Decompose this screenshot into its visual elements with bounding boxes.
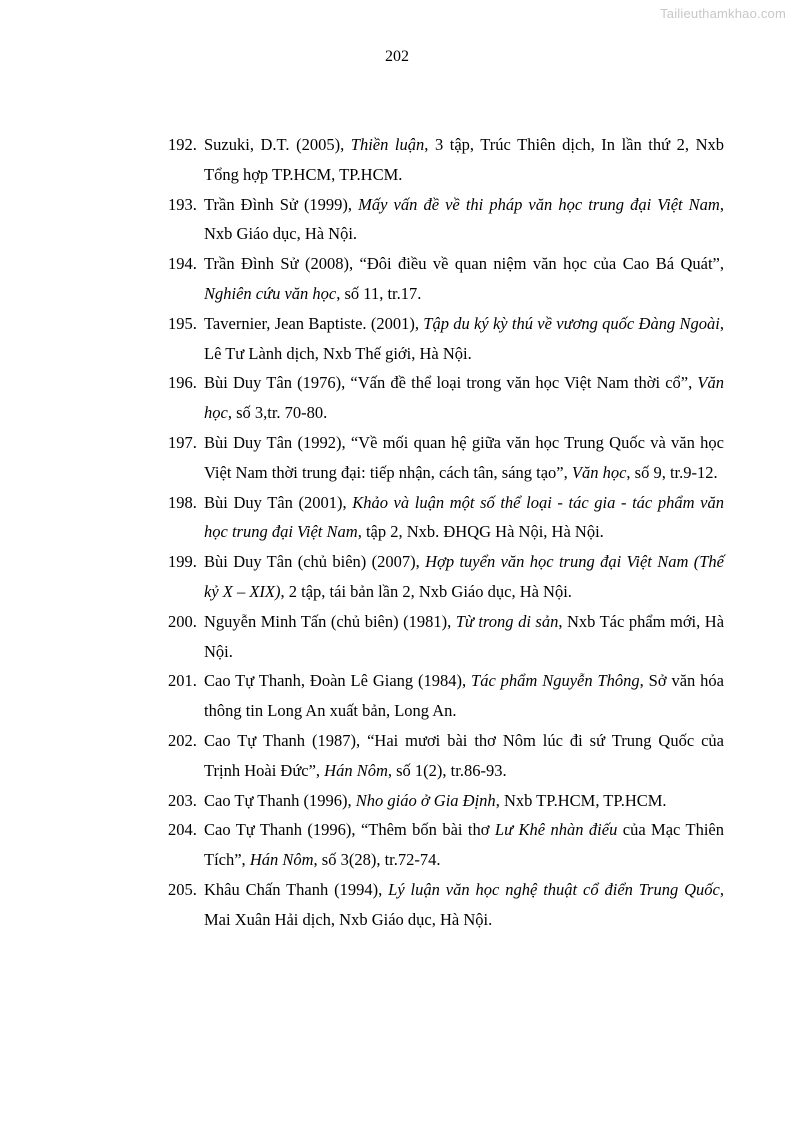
reference-text-segment: , số 9, tr.9-12. bbox=[626, 462, 718, 482]
reference-text-segment: Cao Tự Thanh (1987), “Hai mươi bài thơ Nôm lúc đi sứ Trung Quốc của Trịnh Hoài Đức”, bbox=[204, 730, 724, 780]
reference-number: 201. bbox=[168, 671, 197, 691]
reference-title-italic: Hán Nôm bbox=[249, 850, 314, 870]
reference-title-italic: Mấy vấn đề về thi pháp văn học trung đại Việt Nam bbox=[358, 194, 720, 214]
reference-title-italic: Nghiên cứu văn học bbox=[204, 283, 337, 303]
reference-text-segment: , Lê Tư Lành dịch, Nxb Thế giới, Hà Nội. bbox=[204, 313, 724, 363]
reference-item bbox=[168, 368, 724, 428]
reference-number: 199. bbox=[168, 552, 197, 572]
reference-text-segment: Bùi Duy Tân (1992), “Về mối quan hệ giữa văn học Trung Quốc và văn học Việt Nam thời trung đại: tiếp nhận, cách tân, sáng tạo”, bbox=[204, 432, 724, 482]
page-number: 202 bbox=[385, 48, 409, 65]
reference-text-segment: , Nxb Giáo dục, Hà Nội. bbox=[204, 194, 724, 244]
reference-number: 197. bbox=[168, 432, 197, 452]
reference-text bbox=[204, 791, 667, 810]
reference-text bbox=[204, 820, 724, 869]
reference-number: 204. bbox=[168, 820, 197, 840]
reference-text-segment: Bùi Duy Tân (chủ biên) (2007), bbox=[204, 552, 426, 572]
reference-text-segment: , số 11, tr.17. bbox=[336, 283, 422, 303]
reference-text-segment: Suzuki, D.T. (2005), bbox=[204, 135, 351, 154]
reference-text bbox=[204, 135, 724, 184]
watermark: Tailieuthamkhao.com bbox=[660, 6, 786, 21]
reference-title-italic: Từ trong di sản bbox=[455, 611, 559, 631]
reference-title-italic: Văn học bbox=[571, 462, 627, 482]
reference-item bbox=[168, 875, 724, 935]
reference-number: 202. bbox=[168, 730, 197, 750]
reference-text-segment: Trần Đình Sử (1999), bbox=[204, 194, 359, 214]
reference-number: 205. bbox=[168, 879, 197, 899]
reference-text bbox=[204, 493, 724, 542]
reference-text bbox=[204, 731, 724, 780]
reference-text-segment: Khâu Chấn Thanh (1994), bbox=[204, 879, 389, 899]
reference-item bbox=[168, 309, 724, 369]
reference-title-italic: Thiền luận bbox=[350, 135, 425, 154]
reference-title-italic: Lý luận văn học nghệ thuật cổ điển Trung Quốc bbox=[388, 879, 720, 899]
reference-text-segment: Nguyễn Minh Tấn (chủ biên) (1981), bbox=[204, 611, 456, 631]
reference-text-segment: Cao Tự Thanh, Đoàn Lê Giang (1984), bbox=[204, 671, 472, 691]
reference-text-segment: của Mạc Thiên Tích”, bbox=[204, 820, 724, 870]
reference-text bbox=[204, 195, 724, 244]
reference-text-segment: Trần Đình Sử (2008), “Đôi điều về quan niệm văn học của Cao Bá Quát”, bbox=[204, 254, 724, 274]
reference-number: 198. bbox=[168, 492, 197, 512]
reference-number: 200. bbox=[168, 611, 197, 631]
reference-number: 196. bbox=[168, 373, 197, 393]
reference-text-segment: , 3 tập, Trúc Thiên dịch, In lần thứ 2, Nxb Tổng hợp TP.HCM, TP.HCM. bbox=[204, 135, 724, 184]
reference-item bbox=[168, 726, 724, 786]
reference-number: 193. bbox=[168, 194, 197, 214]
reference-text bbox=[204, 433, 724, 482]
reference-text bbox=[204, 373, 724, 422]
reference-item bbox=[168, 607, 724, 667]
reference-title-italic: Hợp tuyển văn học trung đại Việt Nam (Thế kỷ X – XIX) bbox=[204, 552, 725, 601]
reference-title-italic: Hán Nôm bbox=[324, 760, 388, 780]
reference-number: 195. bbox=[168, 313, 197, 333]
reference-text-segment: , Nxb Tác phẩm mới, Hà Nội. bbox=[204, 611, 725, 661]
reference-text bbox=[204, 254, 724, 303]
reference-text-segment: , Nxb TP.HCM, TP.HCM. bbox=[495, 790, 667, 810]
reference-item bbox=[168, 428, 724, 488]
reference-text-segment: Bùi Duy Tân (1976), “Vấn đề thể loại trong văn học Việt Nam thời cổ”, bbox=[204, 373, 698, 393]
reference-item bbox=[168, 488, 724, 548]
reference-title-italic: Lư Khê nhàn điếu bbox=[494, 820, 618, 840]
reference-text bbox=[204, 671, 724, 720]
reference-text-segment: , số 1(2), tr.86-93. bbox=[387, 760, 507, 780]
reference-item bbox=[168, 249, 724, 309]
reference-text bbox=[204, 880, 724, 929]
reference-text-segment: , số 3,tr. 70-80. bbox=[227, 403, 328, 423]
reference-number: 192. bbox=[168, 135, 197, 154]
reference-text bbox=[204, 314, 724, 363]
reference-item bbox=[168, 190, 724, 250]
reference-text-segment: , số 3(28), tr.72-74. bbox=[313, 850, 441, 870]
reference-number: 203. bbox=[168, 790, 197, 810]
reference-text-segment: , 2 tập, tái bản lần 2, Nxb Giáo dục, Hà Nội. bbox=[280, 581, 572, 601]
reference-text-segment: , tập 2, Nxb. ĐHQG Hà Nội, Hà Nội. bbox=[357, 522, 604, 542]
reference-item bbox=[168, 815, 724, 875]
reference-number: 194. bbox=[168, 254, 197, 274]
reference-item bbox=[168, 130, 724, 190]
reference-text-segment: , Mai Xuân Hải dịch, Nxb Giáo dục, Hà Nội. bbox=[204, 879, 724, 929]
reference-text-segment: Tavernier, Jean Baptiste. (2001), bbox=[204, 313, 424, 333]
reference-title-italic: Khảo và luận một số thể loại - tác gia - tác phẩm văn học trung đại Việt Nam bbox=[204, 492, 724, 542]
reference-text-segment: , Sở văn hóa thông tin Long An xuất bản, Long An. bbox=[204, 671, 724, 721]
reference-title-italic: Nho giáo ở Gia Định bbox=[355, 790, 496, 810]
reference-item bbox=[168, 786, 724, 816]
reference-title-italic: Tác phẩm Nguyễn Thông bbox=[471, 671, 640, 691]
reference-title-italic: Văn học bbox=[204, 373, 724, 423]
reference-item bbox=[168, 666, 724, 726]
reference-title-italic: Tập du ký kỳ thú về vương quốc Đàng Ngoài bbox=[423, 313, 720, 333]
reference-text-segment: Cao Tự Thanh (1996), “Thêm bốn bài thơ bbox=[204, 820, 495, 840]
reference-text-segment: Cao Tự Thanh (1996), bbox=[204, 790, 356, 810]
reference-text bbox=[204, 612, 724, 661]
reference-list bbox=[168, 130, 724, 935]
reference-text-segment: Bùi Duy Tân (2001), bbox=[204, 492, 353, 512]
reference-text bbox=[204, 552, 724, 601]
reference-item bbox=[168, 547, 724, 607]
